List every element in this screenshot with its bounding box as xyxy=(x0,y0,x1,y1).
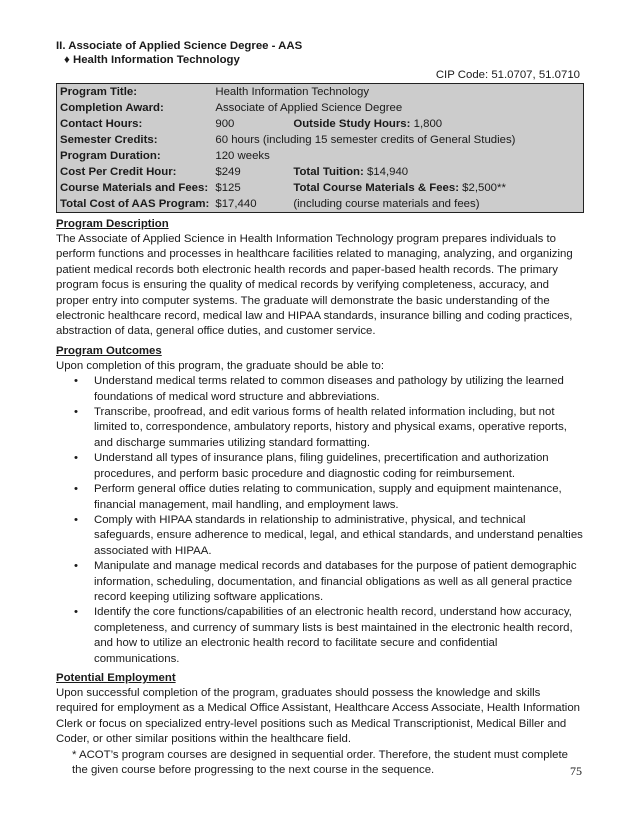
total-cost-value: $17,440 xyxy=(215,198,257,210)
program-title-value: Health Information Technology xyxy=(215,86,370,98)
total-cost-label: Total Cost of AAS Program: xyxy=(60,198,210,210)
employment-text: Upon successful completion of the program, graduates should possess the knowledge and skills required for employment as a Medical Office Assistant, Healthcare Access Associate, Health Information Clerk or focus on specialized entry-level positions such as Medical Transcriptionist, Medical Biller and Coder, or other similar positions within the healthcare field. xyxy=(56,686,581,746)
outcome-text: Understand medical terms related to common diseases and pathology by utilizing the learned foundations of medical word structure and abbreviations. xyxy=(94,375,564,403)
cip-code: CIP Code: 51.0707, 51.0710 xyxy=(435,69,580,81)
outcome-item xyxy=(56,374,584,405)
outcome-item xyxy=(56,605,584,667)
outcome-text: Understand all types of insurance plans, filing guidelines, precertification and authorization procedures, and perform basic procedure and diagnostic coding for reimbursement. xyxy=(94,452,549,480)
materials-fees-label: Course Materials and Fees: xyxy=(60,182,209,194)
description-title: Program Description xyxy=(56,218,169,230)
outside-study-cell xyxy=(290,116,583,132)
program-heading xyxy=(56,53,584,67)
total-materials-cell xyxy=(290,180,583,196)
contact-hours-value: 900 xyxy=(215,118,235,130)
total-cost-note: (including course materials and fees) xyxy=(293,198,480,210)
program-info-table xyxy=(56,83,584,213)
info-row-duration xyxy=(57,148,584,164)
outcome-text: Identify the core functions/capabilities of an electronic health record, understand how accuracy, completeness, and currency of summary lists is best maintained in the electronic health record, and how to utilize an electronic health record to facilitate secure and confidential communications. xyxy=(94,606,573,665)
outcomes-list xyxy=(56,374,584,667)
outcome-item xyxy=(56,513,584,559)
bullet-icon: • xyxy=(74,513,78,526)
info-row-materials xyxy=(57,180,584,196)
info-row-credits xyxy=(57,132,584,148)
outcomes-title: Program Outcomes xyxy=(56,344,162,357)
info-row-contact xyxy=(57,116,584,132)
bullet-icon: • xyxy=(74,560,78,573)
diamond-bullet-icon: ♦ xyxy=(64,54,70,66)
semester-credits-value: 60 hours (including 15 semester credits of General Studies) xyxy=(215,134,516,146)
total-materials-value: $2,500** xyxy=(462,182,506,194)
outcome-item xyxy=(56,451,584,482)
cost-per-credit-label: Cost Per Credit Hour: xyxy=(60,166,177,178)
info-row-total-cost xyxy=(57,196,584,213)
bullet-icon: • xyxy=(74,406,78,419)
outside-study-value: 1,800 xyxy=(413,118,443,130)
outcome-item xyxy=(56,405,584,451)
page-number: 75 xyxy=(570,764,582,778)
bullet-icon: • xyxy=(74,483,78,496)
total-tuition-label: Total Tuition: xyxy=(293,166,364,178)
total-tuition-cell xyxy=(290,164,583,180)
description-text: The Associate of Applied Science in Health Information Technology program prepares individuals to perform functions and processes in healthcare facilities related to managing, analyzing, and organizing patient medical records both electronic health records and paper-based health records. The primary program focus is ensuring the quality of medical records by verifying completeness, accuracy, and proper entry into computer systems. The graduate will demonstrate the basic understanding of the electronic healthcare record, medical law and HIPAA standards, insurance billing and coding practices, abstraction of data, general office duties, and customer service. xyxy=(56,233,573,338)
contact-hours-label: Contact Hours: xyxy=(60,118,143,130)
total-tuition-value: $14,940 xyxy=(366,166,409,178)
employment-title: Potential Employment xyxy=(56,671,176,684)
materials-fees-value: $125 xyxy=(215,182,241,194)
outside-study-label: Outside Study Hours: xyxy=(293,118,411,130)
info-row-title xyxy=(57,84,584,101)
total-materials-label: Total Course Materials & Fees: xyxy=(293,182,459,194)
outcome-item xyxy=(56,482,584,513)
program-duration-value: 120 weeks xyxy=(215,150,270,162)
outcome-text: Transcribe, proofread, and edit various forms of health related information including, but not limited to, correspondence, ambulatory reports, history and physical exams, operative reports, and discharge summaries utilizing standard formatting. xyxy=(94,406,567,449)
program-duration-label: Program Duration: xyxy=(60,150,161,162)
info-row-award xyxy=(57,100,584,116)
completion-award-label: Completion Award: xyxy=(60,102,164,114)
bullet-icon: • xyxy=(74,375,78,388)
program-heading-text: Health Information Technology xyxy=(72,54,240,66)
completion-award-value: Associate of Applied Science Degree xyxy=(215,102,403,114)
outcome-item xyxy=(56,559,584,605)
bullet-icon: • xyxy=(74,606,78,619)
outcome-text: Comply with HIPAA standards in relationship to administrative, physical, and technical safeguards, ensure adherence to medical, legal, and ethical standards, and understand penalties associated with HIPAA. xyxy=(94,513,583,557)
bullet-icon: • xyxy=(74,452,78,465)
cost-per-credit-value: $249 xyxy=(215,166,241,178)
info-row-cost xyxy=(57,164,584,180)
sequence-note: * ACOT’s program courses are designed in sequential order. Therefore, the student must complete the given course before progressing to the next course in the sequence. xyxy=(72,748,568,776)
program-title-label: Program Title: xyxy=(60,86,138,98)
page-content xyxy=(56,39,584,778)
outcome-text: Manipulate and manage medical records and databases for the purpose of patient demographic information, scheduling, documentation, and financial obligations as well as all general practice record keeping utilizing software applications. xyxy=(94,560,577,603)
semester-credits-label: Semester Credits: xyxy=(60,134,158,146)
section-heading: II. Associate of Applied Science Degree - AAS xyxy=(56,40,303,52)
outcome-text: Perform general office duties relating to communication, supply and equipment maintenance, financial management, mail handling, and employment laws. xyxy=(94,483,562,511)
outcomes-intro: Upon completion of this program, the graduate should be able to: xyxy=(56,359,385,372)
